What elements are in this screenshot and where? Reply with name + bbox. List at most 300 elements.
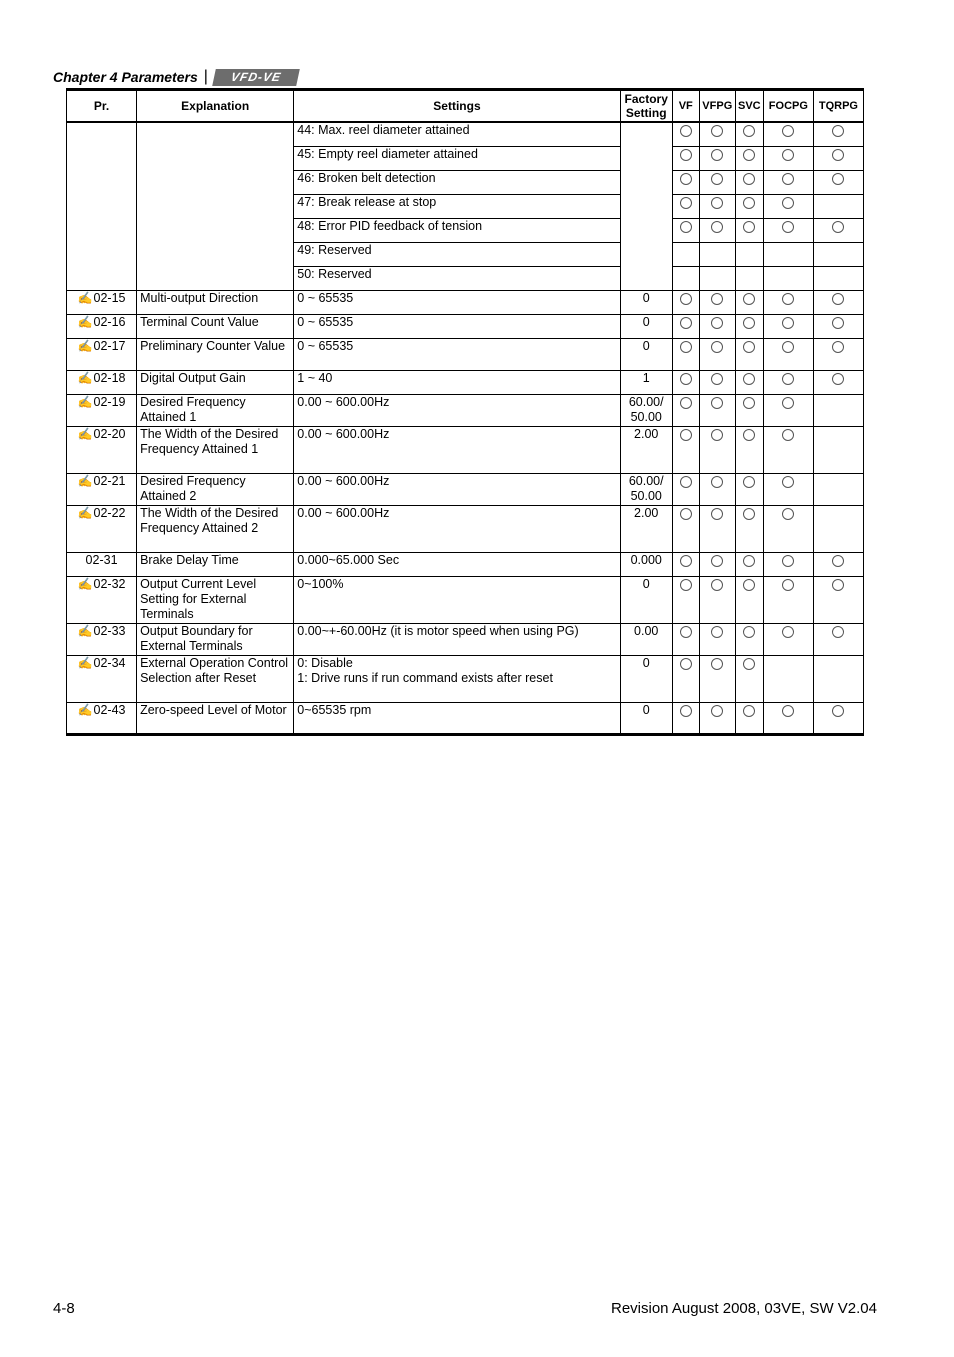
supported-circle-icon (711, 429, 723, 441)
settings-line: 0~100% (297, 577, 344, 591)
supported-circle-icon (832, 373, 844, 385)
parameter-code: 02-21 (93, 474, 126, 488)
col-header-svc: SVC (735, 90, 763, 123)
mode-cell-svc (735, 553, 763, 577)
mode-cell-svc (735, 577, 763, 624)
supported-circle-icon (680, 125, 692, 137)
supported-circle-icon (782, 173, 794, 185)
settings-cell: 47: Break release at stop (294, 195, 620, 219)
supported-circle-icon (743, 429, 755, 441)
mode-cell-tqrpg (813, 315, 863, 339)
explanation-cell: The Width of the Desired Frequency Attained 2 (137, 506, 294, 553)
supported-circle-icon (711, 555, 723, 567)
mode-cell-tqrpg (813, 147, 863, 171)
table-body (67, 122, 864, 735)
mode-cell-vfpg (699, 291, 735, 315)
mode-cell-tqrpg (813, 243, 863, 267)
pr-cell (67, 474, 137, 506)
mode-cell-vfpg (699, 219, 735, 243)
settings-cell: 45: Empty reel diameter attained (294, 147, 620, 171)
col-header-tqrpg: TQRPG (813, 90, 863, 123)
supported-circle-icon (832, 555, 844, 567)
mode-cell-svc (735, 427, 763, 474)
mode-cell-vf (672, 339, 699, 371)
explanation-cell: Digital Output Gain (137, 371, 294, 395)
supported-circle-icon (743, 555, 755, 567)
pr-cell (67, 703, 137, 735)
factory-cell: 60.00/ 50.00 (620, 395, 672, 427)
table-row (67, 395, 864, 427)
supported-circle-icon (711, 476, 723, 488)
pen-icon: ✍ (77, 395, 93, 409)
settings-cell (294, 315, 620, 339)
explanation-cell: Desired Frequency Attained 1 (137, 395, 294, 427)
mode-cell-vfpg (699, 624, 735, 656)
mode-cell-focpg (763, 195, 813, 219)
col-header-vf: VF (672, 90, 699, 123)
pr-cell (67, 656, 137, 703)
supported-circle-icon (832, 149, 844, 161)
explanation-cell: Terminal Count Value (137, 315, 294, 339)
supported-circle-icon (743, 373, 755, 385)
settings-cell (294, 624, 620, 656)
settings-cell: 49: Reserved (294, 243, 620, 267)
supported-circle-icon (711, 317, 723, 329)
mode-cell-vfpg (699, 147, 735, 171)
pen-icon: ✍ (77, 577, 93, 591)
mode-cell-vf (672, 474, 699, 506)
vfd-ve-logo: VFD-VE (212, 69, 300, 86)
supported-circle-icon (680, 341, 692, 353)
supported-circle-icon (832, 293, 844, 305)
supported-circle-icon (680, 429, 692, 441)
factory-cell: 0 (620, 577, 672, 624)
mode-cell-focpg (763, 147, 813, 171)
pr-cell (67, 427, 137, 474)
supported-circle-icon (743, 476, 755, 488)
parameter-code: 02-15 (93, 291, 126, 305)
mode-cell-focpg (763, 243, 813, 267)
supported-circle-icon (680, 476, 692, 488)
supported-circle-icon (680, 705, 692, 717)
mode-cell-tqrpg (813, 506, 863, 553)
supported-circle-icon (711, 125, 723, 137)
col-header-explanation: Explanation (137, 90, 294, 123)
pen-icon: ✍ (77, 506, 93, 520)
settings-cell (294, 395, 620, 427)
mode-cell-vf (672, 703, 699, 735)
col-header-settings: Settings (294, 90, 620, 123)
settings-cell: 44: Max. reel diameter attained (294, 122, 620, 147)
explanation-cell: Brake Delay Time (137, 553, 294, 577)
factory-cell: 1 (620, 371, 672, 395)
pr-cell (67, 624, 137, 656)
supported-circle-icon (743, 705, 755, 717)
mode-cell-vf (672, 624, 699, 656)
explanation-cell: Multi-output Direction (137, 291, 294, 315)
supported-circle-icon (711, 658, 723, 670)
pr-cell (67, 371, 137, 395)
mode-cell-vf (672, 291, 699, 315)
table-row (67, 315, 864, 339)
supported-circle-icon (782, 341, 794, 353)
mode-cell-svc (735, 339, 763, 371)
parameter-code: 02-34 (93, 656, 126, 670)
table-row (67, 339, 864, 371)
mode-cell-vf (672, 371, 699, 395)
supported-circle-icon (832, 705, 844, 717)
supported-circle-icon (680, 579, 692, 591)
supported-circle-icon (711, 373, 723, 385)
supported-circle-icon (782, 293, 794, 305)
mode-cell-focpg (763, 427, 813, 474)
factory-cell: 0 (620, 291, 672, 315)
pen-icon: ✍ (77, 703, 93, 717)
pen-icon: ✍ (77, 291, 93, 305)
pen-icon: ✍ (77, 339, 93, 353)
pen-icon: ✍ (77, 427, 93, 441)
pen-icon: ✍ (77, 624, 93, 638)
supported-circle-icon (782, 125, 794, 137)
parameter-code: 02-43 (93, 703, 126, 717)
mode-cell-tqrpg (813, 122, 863, 147)
mode-cell-focpg (763, 219, 813, 243)
mode-cell-svc (735, 171, 763, 195)
explanation-cell: Output Current Level Setting for External Terminals (137, 577, 294, 624)
mode-cell-svc (735, 624, 763, 656)
table-row (67, 291, 864, 315)
revision-note: Revision August 2008, 03VE, SW V2.04 (611, 1300, 877, 1317)
mode-cell-vfpg (699, 171, 735, 195)
supported-circle-icon (711, 508, 723, 520)
table-row (67, 577, 864, 624)
supported-circle-icon (782, 508, 794, 520)
settings-cell (294, 427, 620, 474)
pen-icon: ✍ (77, 656, 93, 670)
settings-cell (294, 371, 620, 395)
mode-cell-focpg (763, 474, 813, 506)
mode-cell-tqrpg (813, 395, 863, 427)
table-row (67, 427, 864, 474)
mode-cell-tqrpg (813, 371, 863, 395)
supported-circle-icon (743, 221, 755, 233)
mode-cell-focpg (763, 656, 813, 703)
col-header-vfpg: VFPG (699, 90, 735, 123)
settings-cell (294, 474, 620, 506)
mode-cell-vfpg (699, 195, 735, 219)
mode-cell-tqrpg (813, 171, 863, 195)
settings-cell (294, 703, 620, 735)
supported-circle-icon (680, 149, 692, 161)
pr-cell (67, 506, 137, 553)
supported-circle-icon (782, 149, 794, 161)
supported-circle-icon (832, 341, 844, 353)
mode-cell-vf (672, 147, 699, 171)
settings-cell (294, 291, 620, 315)
factory-cell: 0 (620, 703, 672, 735)
supported-circle-icon (680, 555, 692, 567)
mode-cell-svc (735, 243, 763, 267)
table-row (67, 474, 864, 506)
explanation-cell: External Operation Control Selection after Reset (137, 656, 294, 703)
supported-circle-icon (782, 317, 794, 329)
supported-circle-icon (782, 579, 794, 591)
supported-circle-icon (743, 293, 755, 305)
parameter-code: 02-33 (93, 624, 126, 638)
mode-cell-svc (735, 219, 763, 243)
settings-cell: 50: Reserved (294, 267, 620, 291)
explanation-cell: Output Boundary for External Terminals (137, 624, 294, 656)
mode-cell-vf (672, 395, 699, 427)
table-row (67, 371, 864, 395)
supported-circle-icon (782, 373, 794, 385)
mode-cell-tqrpg (813, 474, 863, 506)
supported-circle-icon (680, 173, 692, 185)
settings-line: 1: Drive runs if run command exists after reset (297, 671, 553, 685)
supported-circle-icon (782, 397, 794, 409)
header-separator: | (203, 68, 208, 85)
settings-line: 0.00 ~ 600.00Hz (297, 474, 390, 488)
settings-cell: 48: Error PID feedback of tension (294, 219, 620, 243)
supported-circle-icon (711, 341, 723, 353)
mode-cell-focpg (763, 122, 813, 147)
supported-circle-icon (782, 626, 794, 638)
settings-line: 0.00 ~ 600.00Hz (297, 427, 390, 441)
mode-cell-vf (672, 219, 699, 243)
parameter-code: 02-32 (93, 577, 126, 591)
mode-cell-vf (672, 122, 699, 147)
supported-circle-icon (832, 626, 844, 638)
mode-cell-focpg (763, 506, 813, 553)
settings-cell: 46: Broken belt detection (294, 171, 620, 195)
col-header-focpg: FOCPG (763, 90, 813, 123)
mode-cell-svc (735, 147, 763, 171)
pr-cell (67, 577, 137, 624)
mode-cell-focpg (763, 339, 813, 371)
mode-cell-tqrpg (813, 219, 863, 243)
mode-cell-vfpg (699, 122, 735, 147)
supported-circle-icon (743, 508, 755, 520)
mode-cell-focpg (763, 624, 813, 656)
supported-circle-icon (711, 705, 723, 717)
supported-circle-icon (680, 658, 692, 670)
mode-cell-vfpg (699, 267, 735, 291)
settings-line: 1 ~ 40 (297, 371, 333, 385)
explanation-cell: Zero-speed Level of Motor (137, 703, 294, 735)
mode-cell-tqrpg (813, 624, 863, 656)
col-header-pr: Pr. (67, 90, 137, 123)
mode-cell-vfpg (699, 506, 735, 553)
mode-cell-vfpg (699, 553, 735, 577)
mode-cell-svc (735, 474, 763, 506)
settings-line: 0~65535 rpm (297, 703, 372, 717)
mode-cell-vfpg (699, 339, 735, 371)
settings-line: 0 ~ 65535 (297, 339, 354, 353)
pr-cell (67, 339, 137, 371)
supported-circle-icon (832, 317, 844, 329)
mode-cell-vf (672, 553, 699, 577)
pen-icon: ✍ (77, 474, 93, 488)
mode-cell-focpg (763, 703, 813, 735)
mode-cell-vf (672, 243, 699, 267)
supported-circle-icon (782, 705, 794, 717)
supported-circle-icon (711, 149, 723, 161)
factory-cell: 0.000 (620, 553, 672, 577)
mode-cell-focpg (763, 577, 813, 624)
pr-cell (67, 291, 137, 315)
supported-circle-icon (782, 197, 794, 209)
supported-circle-icon (743, 125, 755, 137)
factory-cell: 60.00/ 50.00 (620, 474, 672, 506)
supported-circle-icon (711, 173, 723, 185)
mode-cell-vf (672, 195, 699, 219)
mode-cell-focpg (763, 395, 813, 427)
mode-cell-svc (735, 267, 763, 291)
mode-cell-tqrpg (813, 427, 863, 474)
mode-cell-tqrpg (813, 656, 863, 703)
pen-icon: ✍ (77, 315, 93, 329)
mode-cell-vfpg (699, 474, 735, 506)
mode-cell-vfpg (699, 427, 735, 474)
supported-circle-icon (743, 317, 755, 329)
parameter-code: 02-18 (93, 371, 126, 385)
supported-circle-icon (782, 555, 794, 567)
chapter-header (53, 68, 298, 86)
factory-cell: 2.00 (620, 427, 672, 474)
mode-cell-svc (735, 371, 763, 395)
explanation-cell: The Width of the Desired Frequency Attained 1 (137, 427, 294, 474)
parameter-table (66, 88, 864, 736)
pen-icon: ✍ (77, 371, 93, 385)
mode-cell-vf (672, 171, 699, 195)
mode-cell-vfpg (699, 577, 735, 624)
mode-cell-vf (672, 267, 699, 291)
factory-cell: 0 (620, 339, 672, 371)
pr-cell (67, 315, 137, 339)
supported-circle-icon (782, 221, 794, 233)
pr-cell (67, 553, 137, 577)
mode-cell-vf (672, 427, 699, 474)
explanation-cell (137, 122, 294, 291)
page-number: 4-8 (53, 1300, 75, 1317)
mode-cell-svc (735, 656, 763, 703)
supported-circle-icon (680, 626, 692, 638)
supported-circle-icon (711, 197, 723, 209)
mode-cell-vf (672, 577, 699, 624)
mode-cell-svc (735, 315, 763, 339)
mode-cell-vfpg (699, 656, 735, 703)
supported-circle-icon (711, 293, 723, 305)
settings-cell (294, 656, 620, 703)
settings-cell (294, 506, 620, 553)
mode-cell-focpg (763, 291, 813, 315)
mode-cell-vfpg (699, 243, 735, 267)
settings-line: 0.000~65.000 Sec (297, 553, 400, 567)
supported-circle-icon (711, 397, 723, 409)
supported-circle-icon (680, 508, 692, 520)
supported-circle-icon (711, 579, 723, 591)
settings-cell (294, 339, 620, 371)
supported-circle-icon (680, 221, 692, 233)
mode-cell-vfpg (699, 315, 735, 339)
factory-cell: 0 (620, 656, 672, 703)
supported-circle-icon (743, 149, 755, 161)
col-header-factory-setting: Factory Setting (620, 90, 672, 123)
settings-line: 0 ~ 65535 (297, 291, 354, 305)
table-row (67, 506, 864, 553)
supported-circle-icon (743, 197, 755, 209)
table-row (67, 624, 864, 656)
mode-cell-svc (735, 506, 763, 553)
pr-cell (67, 122, 137, 291)
table-row (67, 122, 864, 147)
mode-cell-vf (672, 656, 699, 703)
chapter-title: Chapter 4 Parameters (53, 69, 198, 85)
explanation-cell: Desired Frequency Attained 2 (137, 474, 294, 506)
settings-line: 0.00~+-60.00Hz (it is motor speed when using PG) (297, 624, 579, 638)
supported-circle-icon (743, 658, 755, 670)
mode-cell-focpg (763, 553, 813, 577)
supported-circle-icon (832, 579, 844, 591)
supported-circle-icon (680, 293, 692, 305)
supported-circle-icon (680, 197, 692, 209)
factory-cell (620, 122, 672, 291)
supported-circle-icon (743, 626, 755, 638)
parameter-code: 02-22 (93, 506, 126, 520)
parameter-code: 02-20 (93, 427, 126, 441)
mode-cell-vfpg (699, 703, 735, 735)
supported-circle-icon (680, 317, 692, 329)
parameter-code: 02-16 (93, 315, 126, 329)
mode-cell-vf (672, 315, 699, 339)
mode-cell-tqrpg (813, 577, 863, 624)
mode-cell-svc (735, 395, 763, 427)
mode-cell-vfpg (699, 395, 735, 427)
mode-cell-tqrpg (813, 339, 863, 371)
settings-line: 0: Disable (297, 656, 353, 670)
parameter-code: 02-19 (93, 395, 126, 409)
settings-cell (294, 577, 620, 624)
mode-cell-svc (735, 122, 763, 147)
mode-cell-tqrpg (813, 553, 863, 577)
mode-cell-svc (735, 195, 763, 219)
mode-cell-focpg (763, 371, 813, 395)
explanation-cell: Preliminary Counter Value (137, 339, 294, 371)
mode-cell-tqrpg (813, 703, 863, 735)
factory-cell: 2.00 (620, 506, 672, 553)
settings-line: 0 ~ 65535 (297, 315, 354, 329)
factory-cell: 0 (620, 315, 672, 339)
table-header-row (67, 90, 864, 123)
supported-circle-icon (711, 626, 723, 638)
mode-cell-tqrpg (813, 291, 863, 315)
supported-circle-icon (743, 173, 755, 185)
supported-circle-icon (832, 221, 844, 233)
supported-circle-icon (711, 221, 723, 233)
factory-cell: 0.00 (620, 624, 672, 656)
pr-cell (67, 395, 137, 427)
table-row (67, 553, 864, 577)
supported-circle-icon (680, 373, 692, 385)
table-row (67, 703, 864, 735)
mode-cell-focpg (763, 171, 813, 195)
parameter-code: 02-31 (85, 553, 118, 567)
supported-circle-icon (743, 341, 755, 353)
supported-circle-icon (782, 429, 794, 441)
supported-circle-icon (832, 125, 844, 137)
table-row (67, 656, 864, 703)
supported-circle-icon (743, 397, 755, 409)
